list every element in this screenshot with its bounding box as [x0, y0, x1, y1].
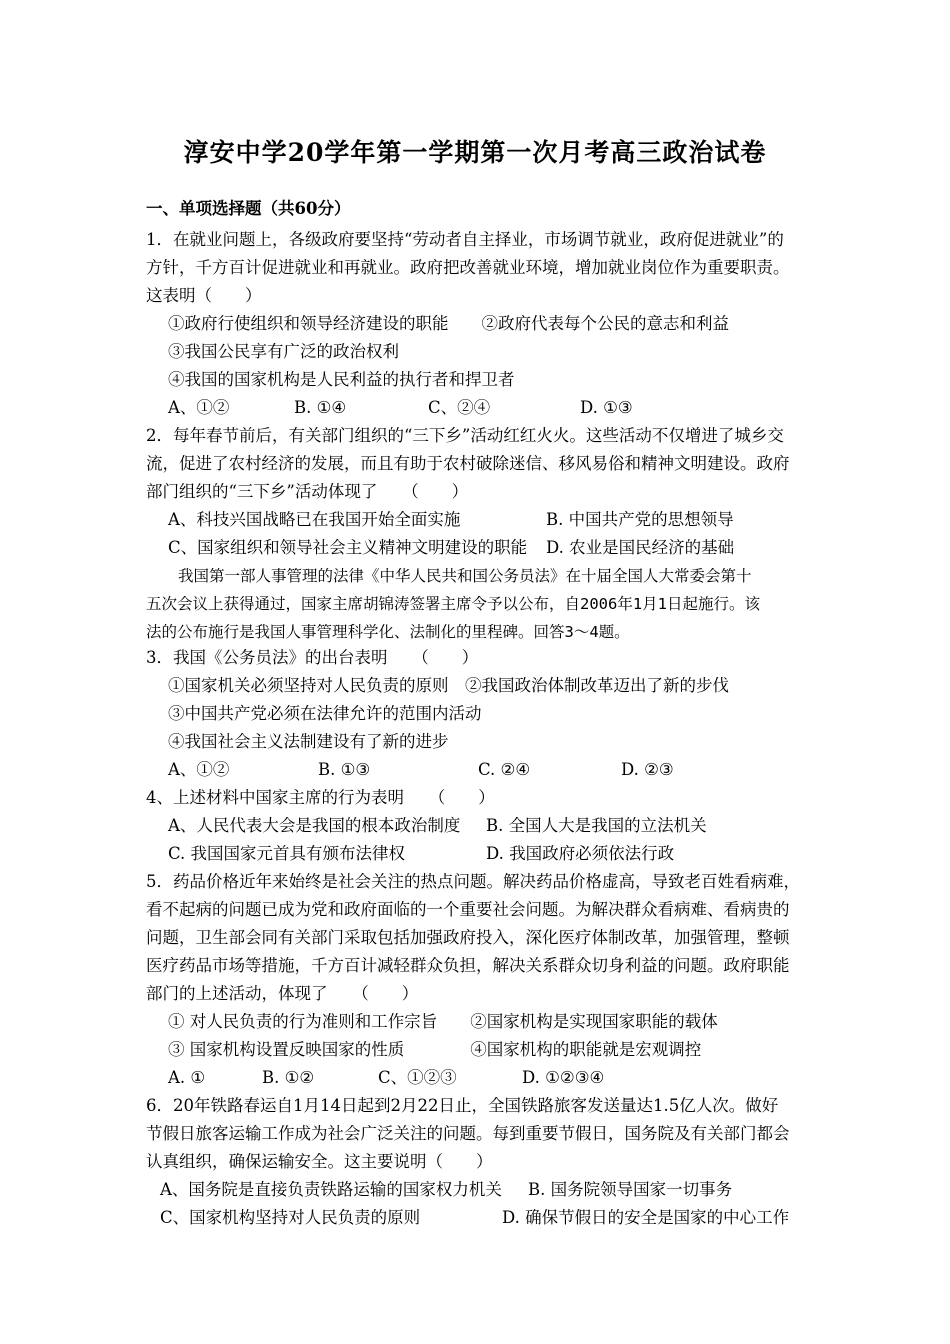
q1-stem-line-3: 这表明（ ）: [146, 286, 262, 305]
q1-option-b: B. ①④: [294, 398, 347, 417]
q3-item-3: ④我国社会主义法制建设有了新的进步: [168, 732, 449, 751]
q6-option-b: B. 国务院领导国家一切事务: [528, 1180, 733, 1199]
q4-stem: 4、上述材料中国家主席的行为表明 （ ）: [146, 788, 495, 807]
section-heading: 一、单项选择题（共60分）: [146, 199, 351, 218]
q6-stem-line-1: 6．20年铁路春运自1月14日起到2月22日止，全国铁路旅客发送量达1.5亿人次。做好: [146, 1096, 779, 1115]
q5-option-b: B. ①②: [262, 1068, 315, 1087]
q4-option-c: C. 我国国家元首具有颁布法律权: [168, 844, 406, 863]
q3-option-c: C. ②④: [478, 760, 531, 779]
q5-item-1: ① 对人民负责的行为准则和工作宗旨 ②国家机构是实现国家职能的载体: [168, 1012, 718, 1031]
q6-option-a: A、国务院是直接负责铁路运输的国家权力机关: [160, 1180, 502, 1199]
material-line-1: 我国第一部人事管理的法律《中华人民共和国公务员法》在十届全国人大常委会第十: [178, 567, 752, 585]
q2-stem-line-3: 部门组织的“三下乡”活动体现了 （ ）: [146, 482, 469, 501]
material-line-3: 法的公布施行是我国人事管理科学化、法制化的里程碑。回答3～4题。: [146, 623, 630, 641]
q1-item-1: ①政府行使组织和领导经济建设的职能 ②政府代表每个公民的意志和利益: [168, 314, 729, 333]
q3-item-2: ③中国共产党必须在法律允许的范围内活动: [168, 704, 482, 723]
q2-option-b: B. 中国共产党的思想领导: [546, 510, 734, 529]
q3-option-b: B. ①③: [318, 760, 371, 779]
q5-stem-line-5: 部门的上述活动，体现了 （ ）: [146, 984, 419, 1003]
q5-stem-line-1: 5．药品价格近年来始终是社会关注的热点问题。解决药品价格虚高，导致老百姓看病难，: [146, 872, 800, 891]
q6-option-c: C、国家机构坚持对人民负责的原则: [160, 1208, 421, 1227]
q1-item-2: ③我国公民享有广泛的政治权利: [168, 342, 399, 361]
q2-stem-line-1: 2．每年春节前后，有关部门组织的“三下乡”活动红红火火。这些活动不仅增进了城乡交: [146, 426, 784, 445]
q4-option-d: D. 我国政府必须依法行政: [486, 844, 675, 863]
q5-stem-line-3: 问题，卫生部会同有关部门采取包括加强政府投入，深化医疗体制改革，加强管理，整顿: [146, 928, 790, 947]
q6-option-d: D. 确保节假日的安全是国家的中心工作: [502, 1208, 790, 1227]
q4-option-b: B. 全国人大是我国的立法机关: [486, 816, 707, 835]
q3-stem: 3．我国《公务员法》的出台表明 （ ）: [146, 648, 479, 667]
q2-option-c: C、国家组织和领导社会主义精神文明建设的职能: [168, 538, 528, 557]
q2-option-a: A、科技兴国战略已在我国开始全面实施: [168, 510, 461, 529]
q1-option-a: A、①②: [168, 398, 230, 417]
q5-stem-line-2: 看不起病的问题已成为党和政府面临的一个重要社会问题。为解决群众看病难、看病贵的: [146, 900, 790, 919]
q5-stem-line-4: 医疗药品市场等措施，千方百计减轻群众负担，解决关系群众切身利益的问题。政府职能: [146, 956, 790, 975]
q1-item-3: ④我国的国家机构是人民利益的执行者和捍卫者: [168, 370, 515, 389]
q3-item-1: ①国家机关必须坚持对人民负责的原则 ②我国政治体制改革迈出了新的步伐: [168, 676, 729, 695]
q6-stem-line-3: 认真组织，确保运输安全。这主要说明（ ）: [146, 1152, 493, 1171]
q5-option-d: D. ①②③④: [522, 1068, 605, 1087]
q3-option-a: A、①②: [168, 760, 230, 779]
q6-stem-line-2: 节假日旅客运输工作成为社会广泛关注的问题。每到重要节假日，国务院及有关部门都会: [146, 1124, 790, 1143]
q2-option-d: D. 农业是国民经济的基础: [546, 538, 735, 557]
material-line-2: 五次会议上获得通过，国家主席胡锦涛签署主席令予以公布，自2006年1月1日起施行。该: [146, 595, 760, 613]
q1-option-d: D. ①③: [580, 398, 633, 417]
q5-option-a: A. ①: [168, 1068, 206, 1087]
q1-option-c: C、②④: [428, 398, 491, 417]
q1-stem-line-2: 方针，千方百计促进就业和再就业。政府把改善就业环境，增加就业岗位作为重要职责。: [146, 258, 790, 277]
q1-stem-line-1: 1．在就业问题上，各级政府要坚持“劳动者自主择业，市场调节就业，政府促进就业”的: [146, 230, 784, 249]
q2-stem-line-2: 流，促进了农村经济的发展，而且有助于农村破除迷信、移风易俗和精神文明建设。政府: [146, 454, 790, 473]
q5-option-c: C、①②③: [378, 1068, 457, 1087]
q3-option-d: D. ②③: [621, 760, 674, 779]
q5-item-2: ③ 国家机构设置反映国家的性质 ④国家机构的职能就是宏观调控: [168, 1040, 702, 1059]
page-title: 淳安中学20学年第一学期第一次月考高三政治试卷: [183, 138, 767, 167]
q4-option-a: A、人民代表大会是我国的根本政治制度: [168, 816, 461, 835]
